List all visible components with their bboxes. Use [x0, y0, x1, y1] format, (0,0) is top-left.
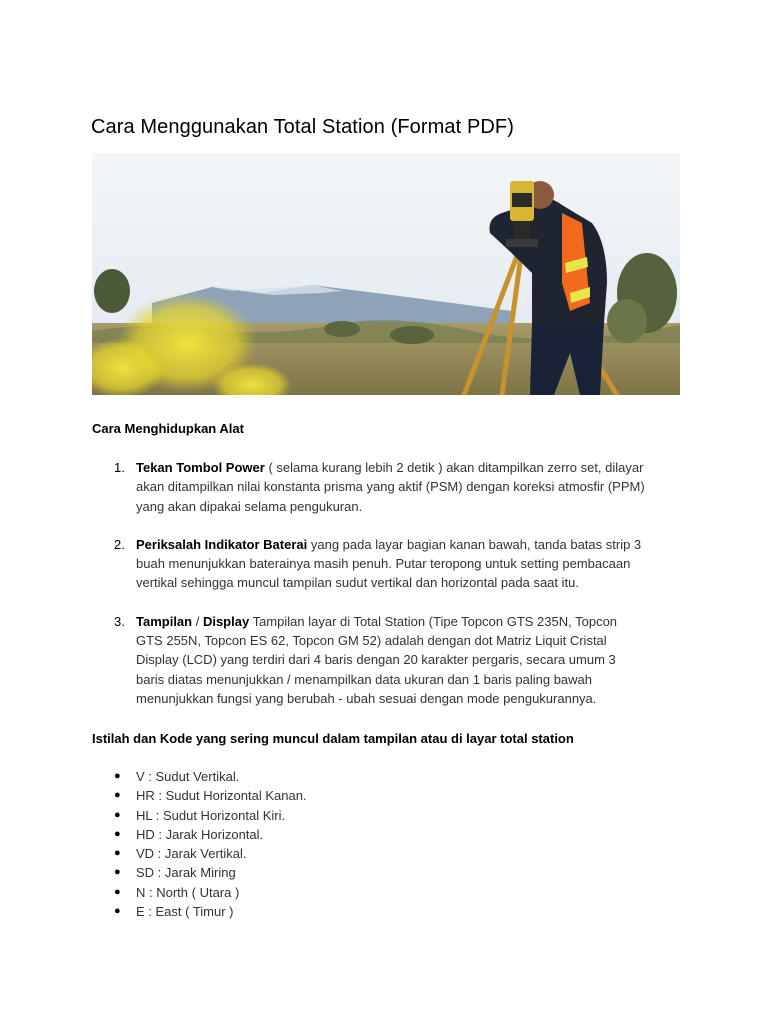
- bullet-icon: ●: [114, 885, 121, 898]
- list-item: ● V : Sudut Vertikal.: [92, 767, 307, 786]
- steps-list: [92, 458, 692, 727]
- list-item: 3. Tampilan / Display Tampilan layar di Total Station (Tipe Topcon GTS 235N, Topcon GTS 255N, Topcon ES 62, Topcon GM 52) adalah dengan dot Matriz Liquit Cristal Display (LCD) yang terdiri dari 4 baris dengan 20 karakter pergaris, secara umum 3 baris diatas menunjukkan / menampilkan data ukuran dan 1 baris paling bawah menunjukkan fungsi yang berubah - ubah sesuai dengan mode pengukurannya.: [114, 613, 618, 706]
- surveyor-photo: [92, 153, 680, 395]
- list-item: ● E : East ( Timur ): [92, 902, 307, 921]
- tree-left: [94, 269, 130, 313]
- list-item: ● HL : Sudut Horizontal Kiri.: [92, 806, 307, 825]
- bullet-icon: ●: [114, 905, 121, 918]
- step-number: 1.: [114, 460, 125, 475]
- list-item: 2. Periksalah Indikator Baterai yang pada layar bagian kanan bawah, tanda batas strip 3 buah menunjukkan baterainya masih penuh. Putar teropong untuk setting pembacaan vertikal sehingga muncul tampilan sudut vertikal dan horizontal pada saat itu.: [114, 536, 642, 591]
- list-item: 1. Tekan Tombol Power ( selama kurang lebih 2 detik ) akan ditampilkan zerro set, dilayar akan ditampilkan nilai konstanta prisma yang aktif (PSM) dengan koreksi atmosfir (PPM) yang akan dipakai selama pengukuran.: [114, 460, 645, 514]
- surveyor-illustration: [92, 153, 680, 395]
- bullet-icon: ●: [114, 808, 121, 821]
- bullet-icon: ●: [114, 866, 121, 879]
- document-title: Cara Menggunakan Total Station (Format PDF): [91, 116, 515, 138]
- list-item: ● VD : Jarak Vertikal.: [92, 844, 307, 863]
- bullet-icon: ●: [114, 827, 121, 840]
- step-bold-label: Periksalah Indikator Baterai: [136, 536, 308, 552]
- step-number: 2.: [114, 536, 125, 552]
- step-bold-label: Tampilan: [136, 613, 193, 629]
- step-bold-label: Tekan Tombol Power: [136, 460, 265, 475]
- step-number: 3.: [114, 613, 125, 629]
- step-bold-label: Display: [202, 613, 250, 629]
- bullet-icon: ●: [114, 770, 121, 782]
- list-item: ● SD : Jarak Miring: [92, 863, 307, 882]
- list-item: ● N : North ( Utara ): [92, 883, 307, 902]
- section-heading-terms: Istilah dan Kode yang sering muncul dalam tampilan atau di layar total station: [92, 731, 574, 746]
- terms-list: [92, 767, 307, 921]
- bullet-icon: ●: [114, 847, 121, 860]
- section-heading-turn-on: Cara Menghidupkan Alat: [92, 421, 244, 436]
- bullet-icon: ●: [114, 789, 121, 802]
- list-item: ● HD : Jarak Horizontal.: [92, 825, 307, 844]
- list-item: ● HR : Sudut Horizontal Kanan.: [92, 786, 307, 805]
